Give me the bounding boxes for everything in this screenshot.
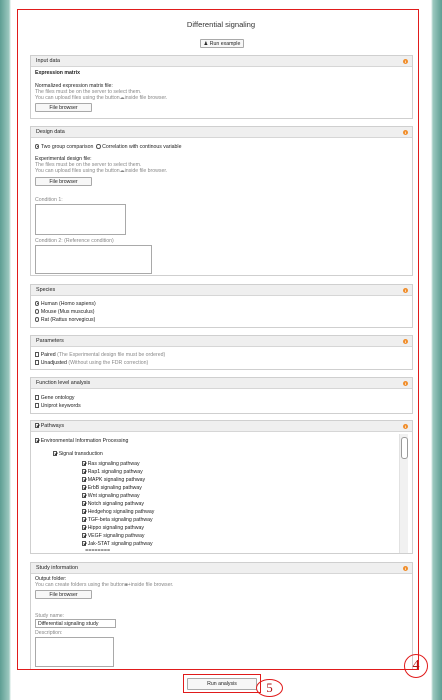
unadjusted-checkbox[interactable]: Unadjusted (Without using the FDR correction) [35,360,148,366]
hint-text: You can upload files using the button☁inside file browser. [35,168,168,174]
checkbox-empty-icon [35,352,39,356]
radio-empty-icon [35,317,39,321]
checkbox-checked-icon [82,509,86,513]
panel-header: Parameters i [31,336,412,347]
highlight-box-run [183,674,261,693]
pathways-scrollbar[interactable] [399,434,408,554]
page-title: Differential signaling [186,20,256,29]
condition1-textarea[interactable] [35,204,126,235]
pathway-item-checkbox[interactable]: ErbB signaling pathway [82,485,142,491]
condition2-textarea[interactable] [35,245,152,274]
study-name-input[interactable]: Differential signaling study [35,619,116,628]
run-example-button[interactable]: ♟ Run example [200,39,244,48]
radio-selected-icon [35,301,39,305]
parameters-panel [30,335,413,370]
description-label: Description: [35,630,63,636]
pathway-item-checkbox[interactable]: VEGF signaling pathway [82,533,145,539]
gene-ontology-checkbox[interactable]: Gene ontology [35,395,74,401]
pathway-item-checkbox[interactable]: Notch signaling pathway [82,501,144,507]
info-icon[interactable]: i [404,58,407,64]
species-option-mouse[interactable]: Mouse (Mus musculus) [35,309,95,315]
hint-text: The files must be on the server to select them. [35,89,142,95]
pathway-item-checkbox[interactable]: TGF-beta signaling pathway [82,517,153,523]
checkbox-checked-icon [82,493,86,497]
info-icon[interactable]: i [404,338,407,344]
panel-header: Study information i [31,563,412,574]
output-folder-label: Output folder: [35,576,67,582]
checkbox-checked-icon [82,501,86,505]
upload-icon: ☁ [119,168,125,174]
pathway-item-checkbox[interactable]: Hippo signaling pathway [82,525,144,531]
panel-header: Input data i [31,56,412,67]
pathway-subgroup-checkbox[interactable]: Signal transduction [53,451,103,457]
file-browser-button[interactable]: File browser [35,177,92,186]
info-icon[interactable]: i [404,565,407,571]
person-icon: ♟ [203,41,209,47]
run-analysis-button[interactable]: Run analysis [187,678,257,690]
pathway-item-checkbox[interactable]: Hedgehog signaling pathway [82,509,154,515]
panel-header: Function level analysis i [31,378,412,389]
checkbox-checked-icon [82,485,86,489]
comparison-type-radio-group [35,144,181,150]
scrollbar-thumb[interactable] [401,437,408,459]
annotation-5-badge: 5 [256,679,283,697]
checkbox-checked-icon [82,517,86,521]
radio-empty-icon [96,144,100,148]
species-option-rat[interactable]: Rat (Rattus norvegicus) [35,317,95,323]
checkbox-checked-icon [82,533,86,537]
field-label: Normalized expression matrix file: [35,83,113,89]
file-browser-button[interactable]: File browser [35,103,92,112]
study-information-panel [30,562,413,670]
field-label: Experimental design file: [35,156,92,162]
design-data-panel [30,126,413,276]
study-name-label: Study name: [35,613,65,619]
pathway-item-checkbox[interactable]: Jak-STAT signaling pathway [82,541,153,547]
pathway-group-checkbox[interactable]: Environmental Information Processing [35,438,128,444]
info-icon[interactable]: i [404,423,407,429]
pathway-item-checkbox[interactable]: MAPK signaling pathway [82,477,145,483]
list-cut-off: ■■■■■■■■ [85,548,111,551]
checkbox-checked-icon [82,477,86,481]
pathways-panel [30,420,413,554]
condition2-label: Condition 2: (Reference condition) [35,238,114,244]
input-data-panel [30,55,413,119]
checkbox-checked-icon [53,451,57,455]
checkbox-empty-icon [35,360,39,364]
radio-selected-icon [35,144,39,148]
species-panel [30,284,413,328]
checkbox-checked-icon [82,461,86,465]
panel-header: Species i [31,285,412,296]
info-icon[interactable]: i [404,129,407,135]
info-icon[interactable]: i [404,287,407,293]
checkbox-empty-icon [35,395,39,399]
upload-icon: ☁ [119,95,125,101]
annotation-4-badge: 4 [404,654,428,678]
radio-empty-icon [35,309,39,313]
function-level-panel [30,377,413,414]
panel-header: Design data i [31,127,412,138]
radio-correlation[interactable]: Correlation with continous variable [96,144,181,150]
section-title: Expression matrix [35,70,80,76]
folder-icon: ■+ [124,582,131,588]
file-browser-button[interactable]: File browser [35,590,92,599]
condition1-label: Condition 1: [35,197,63,203]
pathway-item-checkbox[interactable]: Wnt signaling pathway [82,493,140,499]
paired-checkbox[interactable]: Paired (The Experimental design file must be ordered) [35,352,165,358]
hint-text: You can upload files using the button☁inside file browser. [35,95,168,101]
checkbox-checked-icon[interactable] [35,423,39,427]
pathway-item-checkbox[interactable]: Rap1 signaling pathway [82,469,143,475]
panel-header: Pathways i [31,421,412,432]
hint-text: You can create folders using the button■+inside file browser. [35,582,174,588]
species-option-human[interactable]: Human (Homo sapiens) [35,301,96,307]
checkbox-checked-icon [82,525,86,529]
checkbox-checked-icon [35,438,39,442]
description-textarea[interactable] [35,637,114,667]
radio-two-group[interactable]: Two group comparison [35,144,93,150]
checkbox-checked-icon [82,469,86,473]
uniprot-keywords-checkbox[interactable]: Uniprot keywords [35,403,81,409]
info-icon[interactable]: i [404,380,407,386]
pathway-item-checkbox[interactable]: Ras signaling pathway [82,461,140,467]
checkbox-empty-icon [35,403,39,407]
hint-text: The files must be on the server to select them. [35,162,142,168]
checkbox-checked-icon [82,541,86,545]
